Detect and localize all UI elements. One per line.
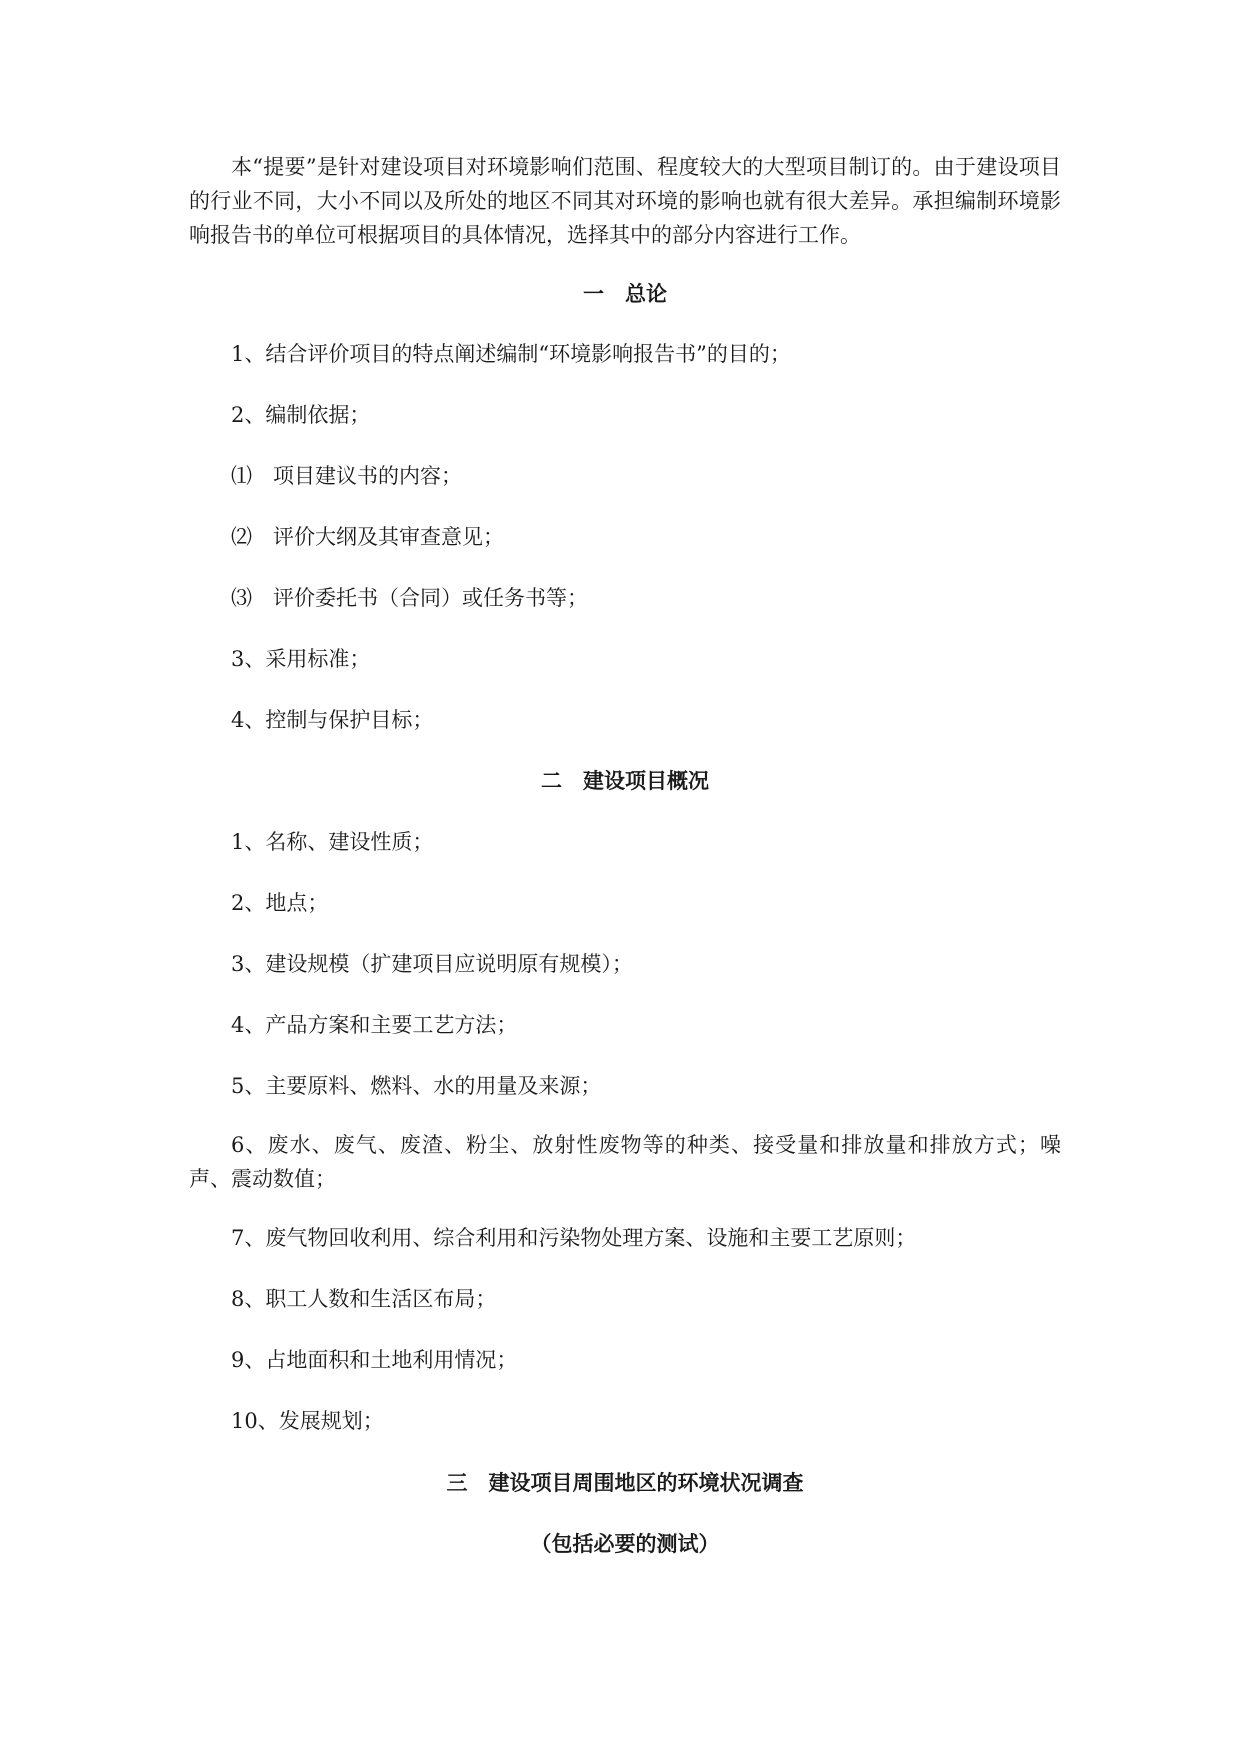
section-1-heading: 一 总论 <box>583 281 667 306</box>
section-3-subtitle: （包括必要的测试） <box>530 1531 720 1556</box>
list-item: 1、结合评价项目的特点阐述编制“环境影响报告书”的目的； <box>231 342 791 366</box>
list-item: 4、控制与保护目标； <box>231 708 434 732</box>
list-item: 4、产品方案和主要工艺方法； <box>231 1013 518 1037</box>
list-item: 3、建设规模（扩建项目应说明原有规模）； <box>231 952 633 976</box>
list-item: ⑵ 评价大纲及其审查意见； <box>231 525 504 549</box>
list-item: 3、采用标准； <box>231 647 371 671</box>
list-item: 9、占地面积和土地利用情况； <box>231 1348 518 1372</box>
list-item: 2、地点； <box>231 891 329 915</box>
section-2-heading: 二 建设项目概况 <box>541 768 709 793</box>
list-item: 2、编制依据； <box>231 403 371 427</box>
section-3-heading: 三 建设项目周围地区的环境状况调查 <box>446 1470 804 1495</box>
intro-paragraph: 本“提要”是针对建设项目对环境影响们范围、程度较大的大型项目制订的。由于建设项目的行业不同，大小不同以及所处的地区不同其对环境的影响也就有很大差异。承担编制环境影响报告书的单位可根据项目的具体情况，选择其中的部分内容进行工作。 <box>189 155 1061 247</box>
list-item: 6、废水、废气、废渣、粉尘、放射性废物等的种类、接受量和排放量和排放方式；噪声、震动数值； <box>189 1133 1061 1191</box>
list-item: 10、发展规划； <box>231 1409 384 1433</box>
list-item: 5、主要原料、燃料、水的用量及来源； <box>231 1074 602 1098</box>
list-item: ⑴ 项目建议书的内容； <box>231 464 462 488</box>
list-item: 1、名称、建设性质； <box>231 830 434 854</box>
list-item: 8、职工人数和生活区布局； <box>231 1287 497 1311</box>
list-item: ⑶ 评价委托书（合同）或任务书等； <box>231 586 588 610</box>
list-item: 7、废气物回收利用、综合利用和污染物处理方案、设施和主要工艺原则； <box>231 1226 917 1250</box>
